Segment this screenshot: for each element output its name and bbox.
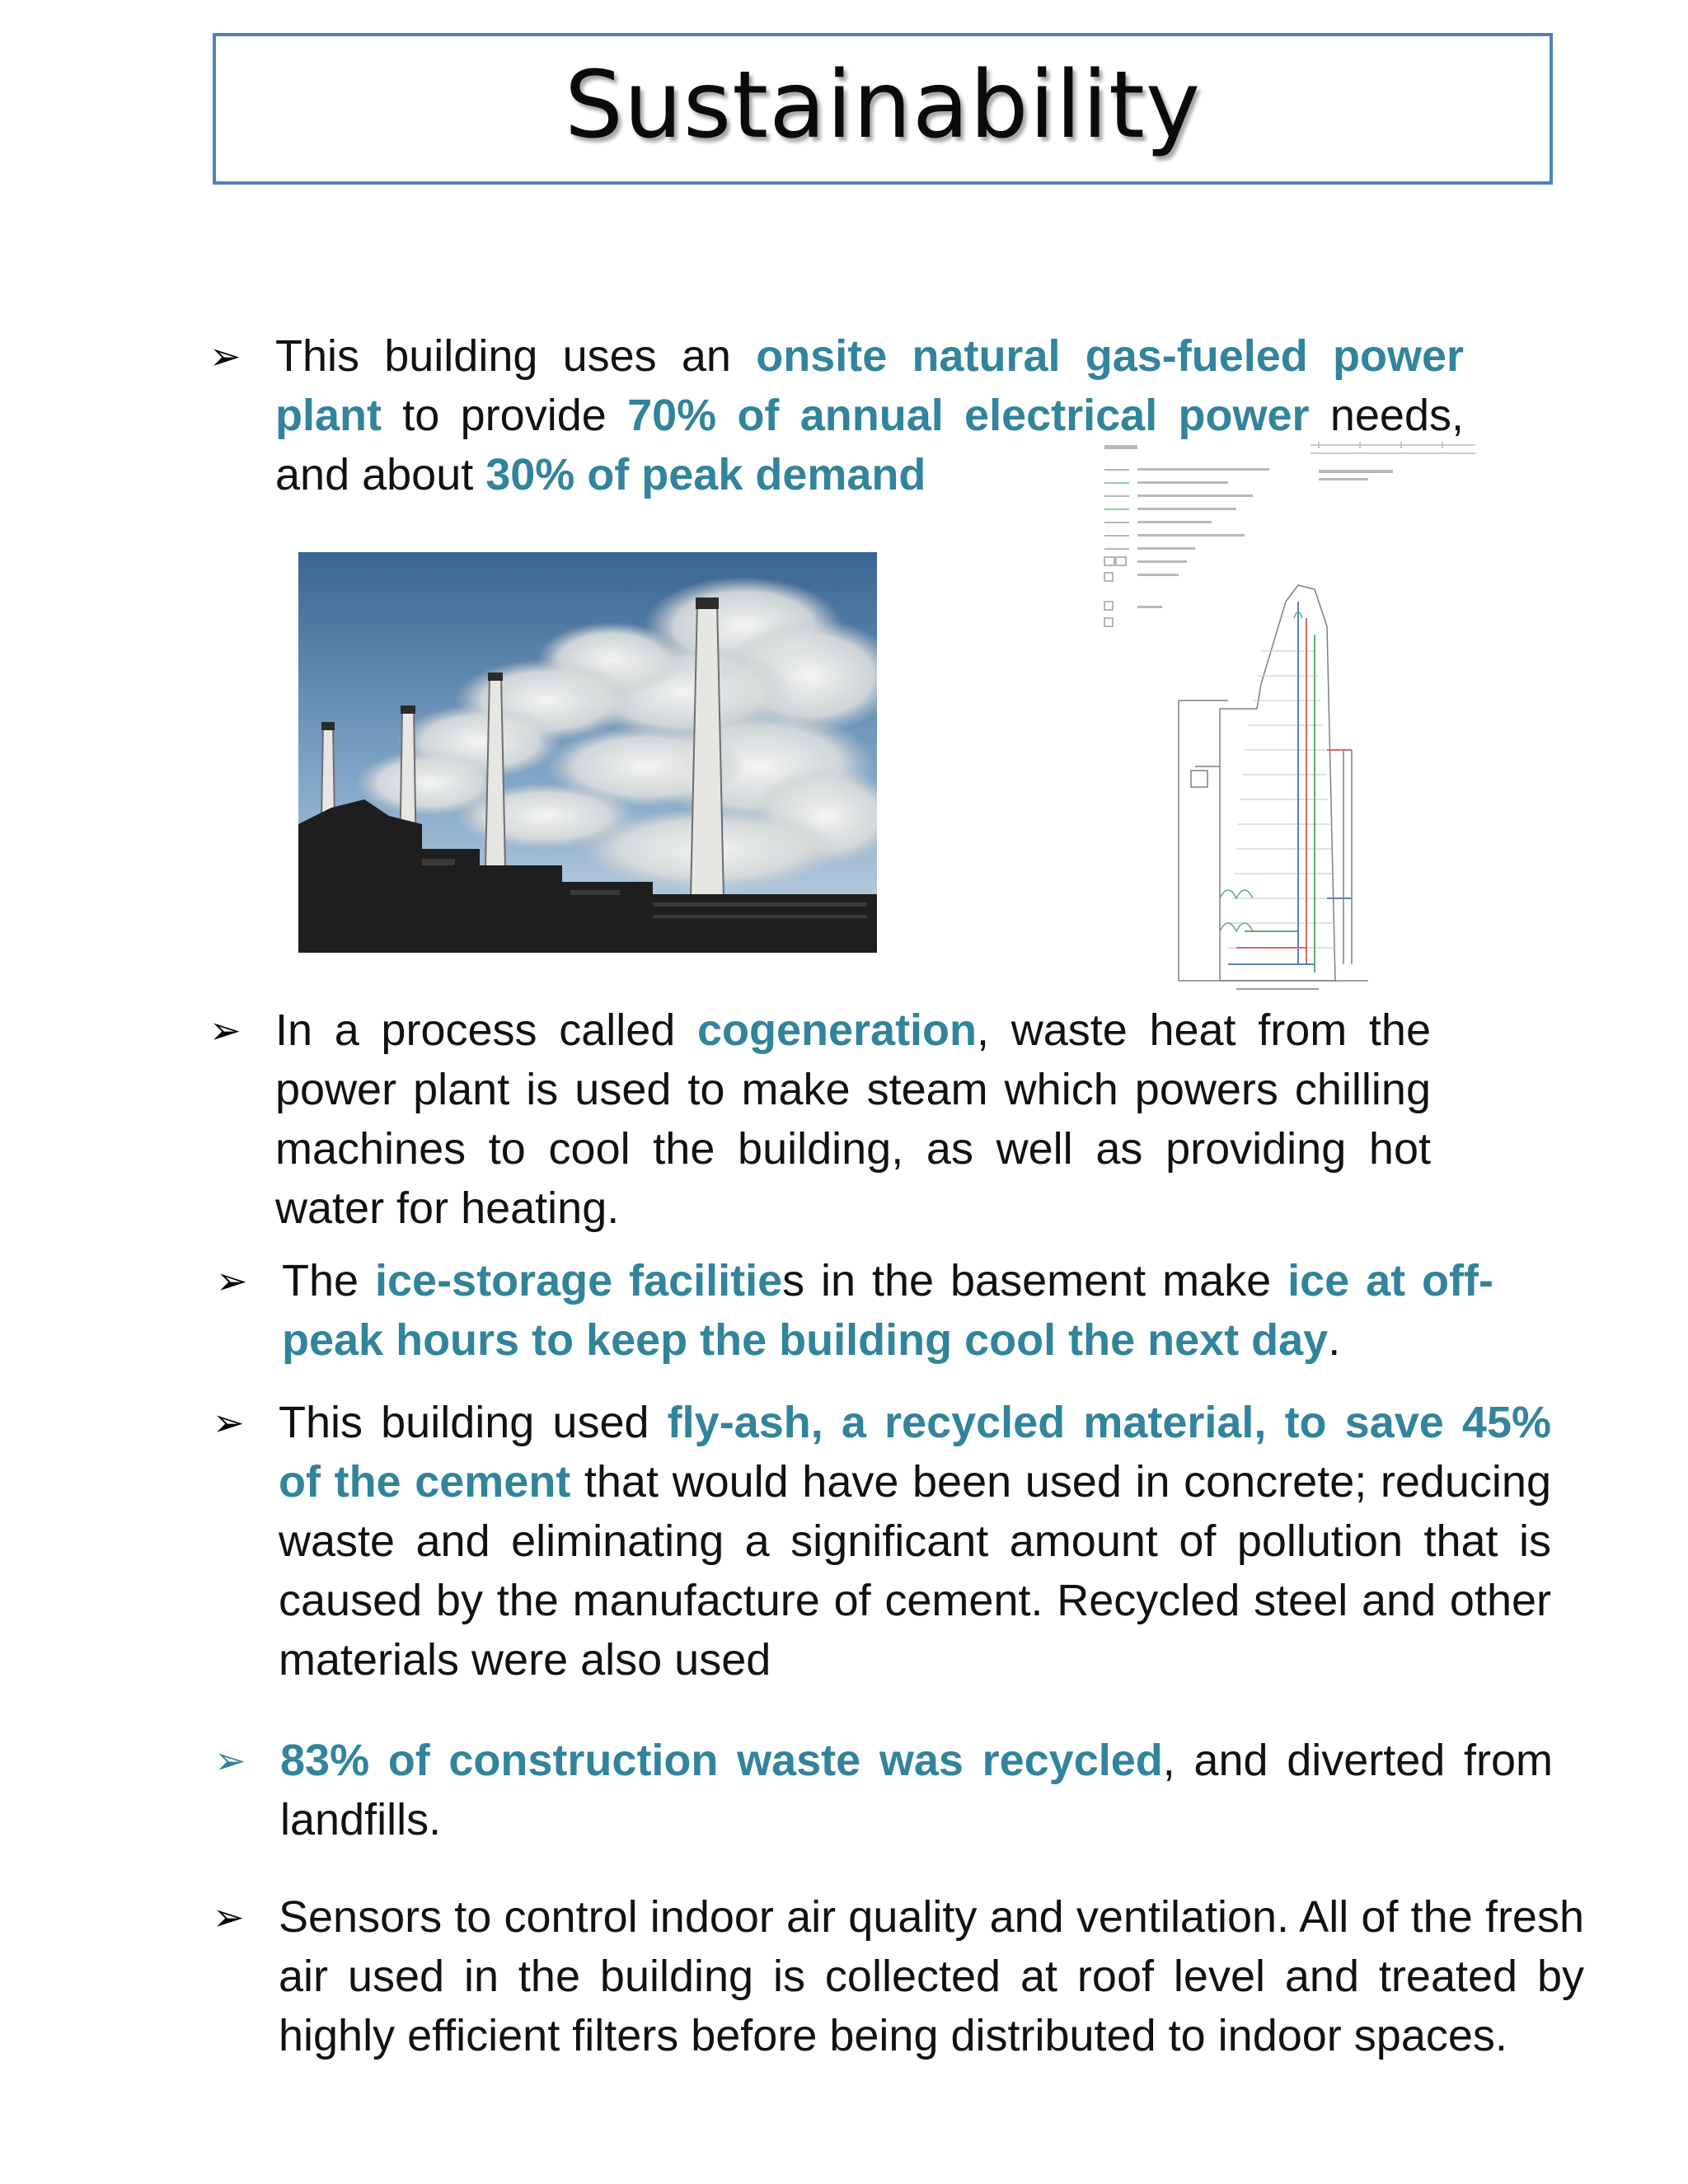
arrow-bullet-icon: ➢ bbox=[214, 1738, 246, 1783]
bullet-text: This building uses an onsite natural gas-fueled power plant to provide 70% of annual electrical power needs, and about 30% of peak demand bbox=[275, 331, 1465, 499]
power-plant-photo bbox=[298, 552, 877, 953]
arrow-bullet-icon: ➢ bbox=[209, 1008, 241, 1052]
arrow-bullet-icon: ➢ bbox=[216, 1258, 248, 1303]
building-section-drawing bbox=[1096, 437, 1484, 997]
section-diagram-image bbox=[1096, 437, 1484, 997]
bullet-text: The ice-storage facilities in the basement make ice at off-peak hours to keep the building cool the next day. bbox=[282, 1256, 1493, 1365]
bullet-text: This building used fly-ash, a recycled material, to save 45% of the cement that would have been used in concrete; reducing waste and eliminating a significant amount of pollution that is caused by the manufacture of cement. Recycled steel and other materials were also used bbox=[279, 1398, 1552, 1685]
arrow-bullet-icon: ➢ bbox=[209, 334, 241, 378]
title-frame bbox=[213, 33, 1553, 185]
bullet-text: Sensors to control indoor air quality and ventilation. All of the fresh air used in the building is collected at roof level and treated by highly efficient filters before being distributed to indoor spaces. bbox=[279, 1892, 1584, 2060]
bullet-sensors bbox=[213, 1887, 1584, 2065]
bullet-fly-ash bbox=[213, 1393, 1552, 1690]
bullet-ice-storage bbox=[216, 1251, 1493, 1370]
arrow-bullet-icon: ➢ bbox=[213, 1895, 245, 1939]
smokestacks-image bbox=[298, 552, 877, 953]
page-title: Sustainability bbox=[564, 52, 1202, 159]
bullet-text: 83% of construction waste was recycled, and diverted from landfills. bbox=[280, 1736, 1553, 1844]
bullet-cogeneration bbox=[209, 1001, 1431, 1238]
bullet-text: In a process called cogeneration, waste heat from the power plant is used to make steam which powers chilling machines to cool the building, as well as providing hot water for heating. bbox=[275, 1005, 1431, 1233]
arrow-bullet-icon: ➢ bbox=[213, 1400, 245, 1445]
bullet-construction-waste bbox=[214, 1731, 1553, 1849]
